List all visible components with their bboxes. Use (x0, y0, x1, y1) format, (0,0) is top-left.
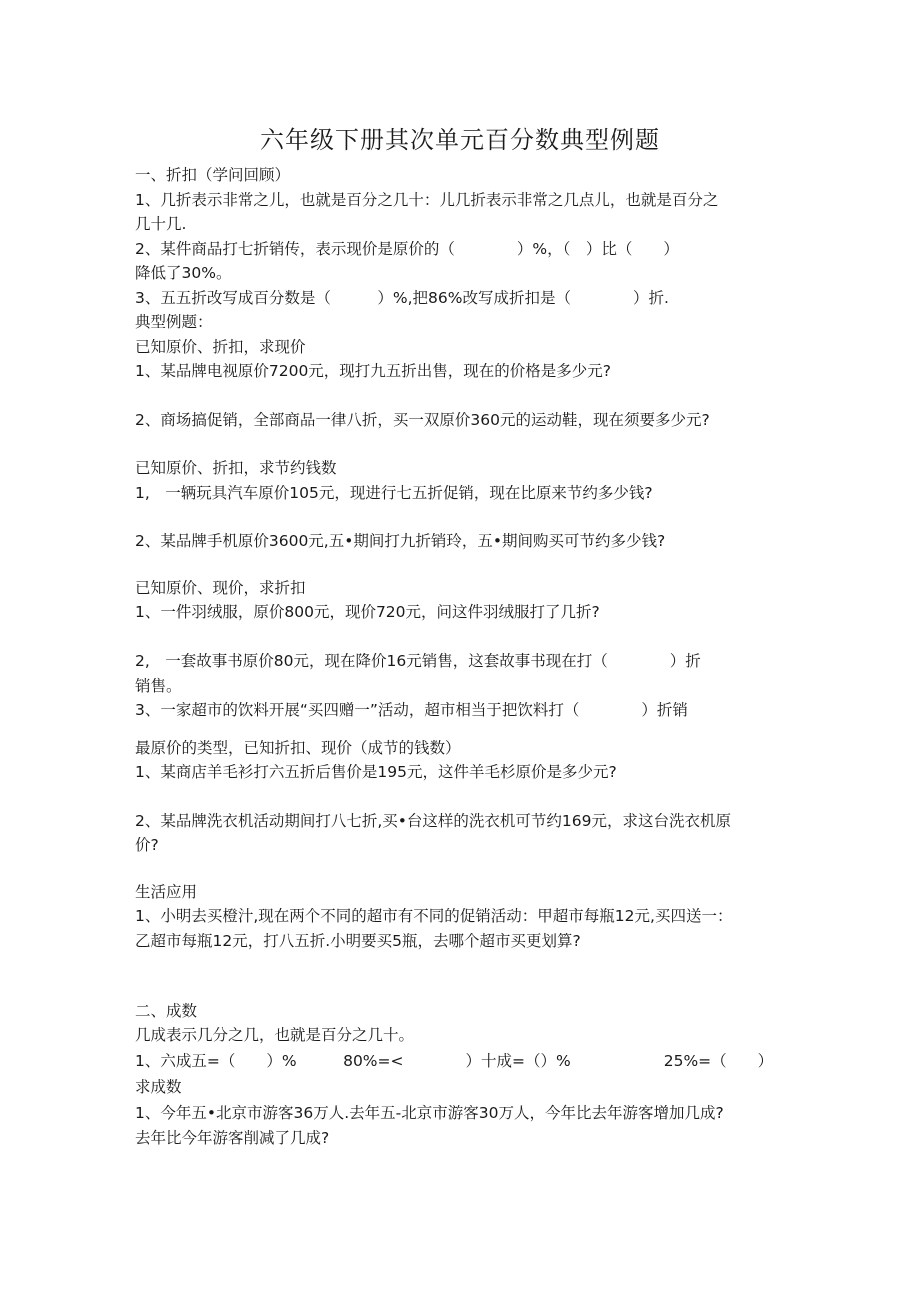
text-line: 3、五五折改写成百分数是（ ）%,把86%改写成折扣是（ ）折. (135, 289, 669, 307)
text-line: 几成表示几分之几，也就是百分之几十。 (135, 1026, 415, 1044)
text-line: 2、某件商品打七折销传，表示现价是原价的（ ）%，（ ）比（ ） (135, 240, 679, 258)
question: 1, 一辆玩具汽车原价105元，现进行七五折促销，现在比原来节约多少钱? (135, 484, 653, 502)
question: 1、小明去买橙汁,现在两个不同的超市有不同的促销活动：甲超市每瓶12元,买四送一： (135, 907, 733, 925)
question: 1、今年五•北京市游客36万人.去年五-北京市游客30万人，今年比去年游客增加几成? (135, 1104, 724, 1122)
question: 1、某商店羊毛衫打六五折后售价是195元，这件羊毛杉原价是多少元? (135, 763, 617, 781)
text-line: 乙超市每瓶12元，打八五折.小明要买5瓶，去哪个超市买更划算? (135, 932, 581, 950)
text-line: 销售。 (135, 677, 182, 695)
text-line: 降低了30%。 (135, 264, 232, 282)
subheading: 生活应用 (135, 883, 198, 901)
section-heading-discount: 一、折扣（学问回顾） (135, 166, 291, 184)
subheading: 已知原价、折扣，求节约钱数 (135, 459, 337, 477)
page-title: 六年级下册其次单元百分数典型例题 (260, 126, 660, 154)
section-heading-proportion: 二、成数 (135, 1002, 198, 1020)
question: 2、商场搞促销，全部商品一律八折，买一双原价360元的运动鞋，现在须要多少元? (135, 411, 710, 429)
subheading-examples: 典型例题： (135, 313, 213, 331)
subheading: 已知原价、现价，求折扣 (135, 579, 306, 597)
question: 1、某品牌电视原价7200元，现打九五折出售，现在的价格是多少元? (135, 362, 612, 380)
question: 2, 一套故事书原价80元，现在降价16元销售，这套故事书现在打（ ）折 (135, 652, 701, 670)
question: 2、某品牌洗衣机活动期间打八七折,买•台这样的洗衣机可节约169元，求这台洗衣机原 (135, 812, 732, 830)
subheading: 求成数 (135, 1078, 182, 1096)
subheading: 已知原价、折扣，求现价 (135, 338, 306, 356)
text-line: 1、几折表示非常之儿，也就是百分之几十：儿几折表示非常之几点儿，也就是百分之 (135, 191, 719, 209)
question: 3、一家超市的饮料开展“买四赠一”活动，超市相当于把饮料打（ ）折销 (135, 701, 688, 719)
question: 1、一件羽绒服，原价800元，现价720元，问这件羽绒服打了几折? (135, 603, 600, 621)
question: 1、六成五=（ ）% 80%=< ）十成=（）% 25%=（ ） (135, 1052, 774, 1070)
subheading: 最原价的类型，已知折扣、现价（成节的钱数） (135, 739, 461, 757)
text-line: 去年比今年游客削减了几成? (135, 1129, 330, 1147)
text-line: 几十几. (135, 215, 187, 233)
question: 2、某品牌手机原价3600元,五•期间打九折销玲，五•期间购买可节约多少钱? (135, 532, 666, 550)
text-line: 价? (135, 836, 159, 854)
